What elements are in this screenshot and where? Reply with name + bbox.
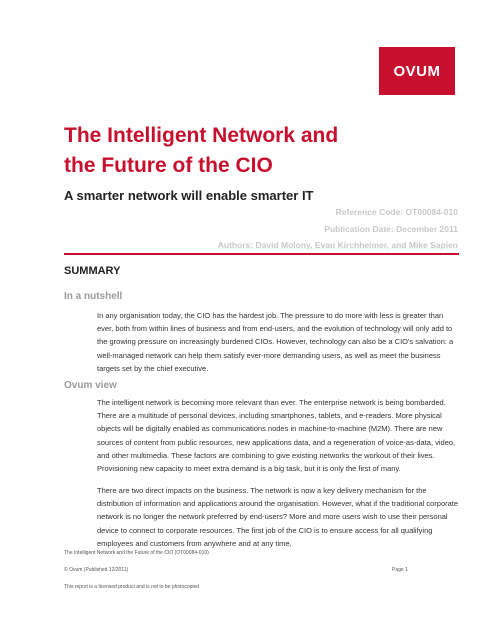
- summary-heading: SUMMARY: [64, 265, 121, 277]
- ovum-logo: [379, 47, 455, 95]
- nutshell-paragraph: In any organisation today, the CIO has the hardest job. The pressure to do more with less is greater than ever, both from within lines of business and from end-users, and the evolution of technology will only add to the growing pressure on increasingly burdened CIOs. However, technology can also be a CIO's salvation: a well-managed network can help them satisfy ever-more demanding users, as well as meet the business targets set by the chief executive.: [97, 311, 454, 373]
- reference-code: Reference Code: OT00084-010: [335, 207, 458, 217]
- logo-text: OVUM: [393, 62, 441, 80]
- page-title: [64, 121, 464, 181]
- footer-license: This report is a licensed product and is not to be photocopied: [64, 584, 200, 590]
- section-divider: [64, 253, 459, 255]
- title-line-1: The Intelligent Network and: [64, 124, 339, 147]
- publication-date: Publication Date: December 2011: [324, 224, 458, 234]
- page-subtitle: A smarter network will enable smarter IT: [64, 188, 314, 203]
- ovum-view-heading: Ovum view: [64, 380, 117, 391]
- footer-copyright: © Ovum (Published 12/2011): [64, 567, 129, 573]
- footer-page-number: Page 1: [392, 567, 408, 573]
- footer-doc-title: The Intelligent Network and the Future of the CIO (OT00084-010): [64, 550, 209, 556]
- ovum-view-paragraph-2: There are two direct impacts on the business. The network is now a key delivery mechanism for the distribution of information and applications around the organisation. However, what if the traditional corporate network is no longer the network preferred by end-users? More and more users wish to use their personal device to connect to corporate resources. The first job of the CIO is to ensure access for all qualifying employees and customers from anywhere and at any time,: [97, 486, 459, 548]
- title-line-2: the Future of the CIO: [64, 154, 273, 177]
- ovum-view-paragraph-1: The intelligent network is becoming more relevant than ever. The enterprise network is being bombarded. There are a multitude of personal devices, including smartphones, tablets, and e-readers. More physical objects will be digitally enabled as communications nodes in machine-to-machine (M2M). There are new sources of content from public resources, new applications data, and a regeneration of voice-as-data, video, and other multimedia. These factors are combining to give existing networks the workout of their lives. Provisioning new capacity to meet extra demand is a big task, but it is only the first of many.: [97, 398, 456, 474]
- authors: Authors: David Molony, Evan Kirchheimer, and Mike Sapien: [217, 240, 458, 250]
- nutshell-heading: In a nutshell: [64, 291, 123, 302]
